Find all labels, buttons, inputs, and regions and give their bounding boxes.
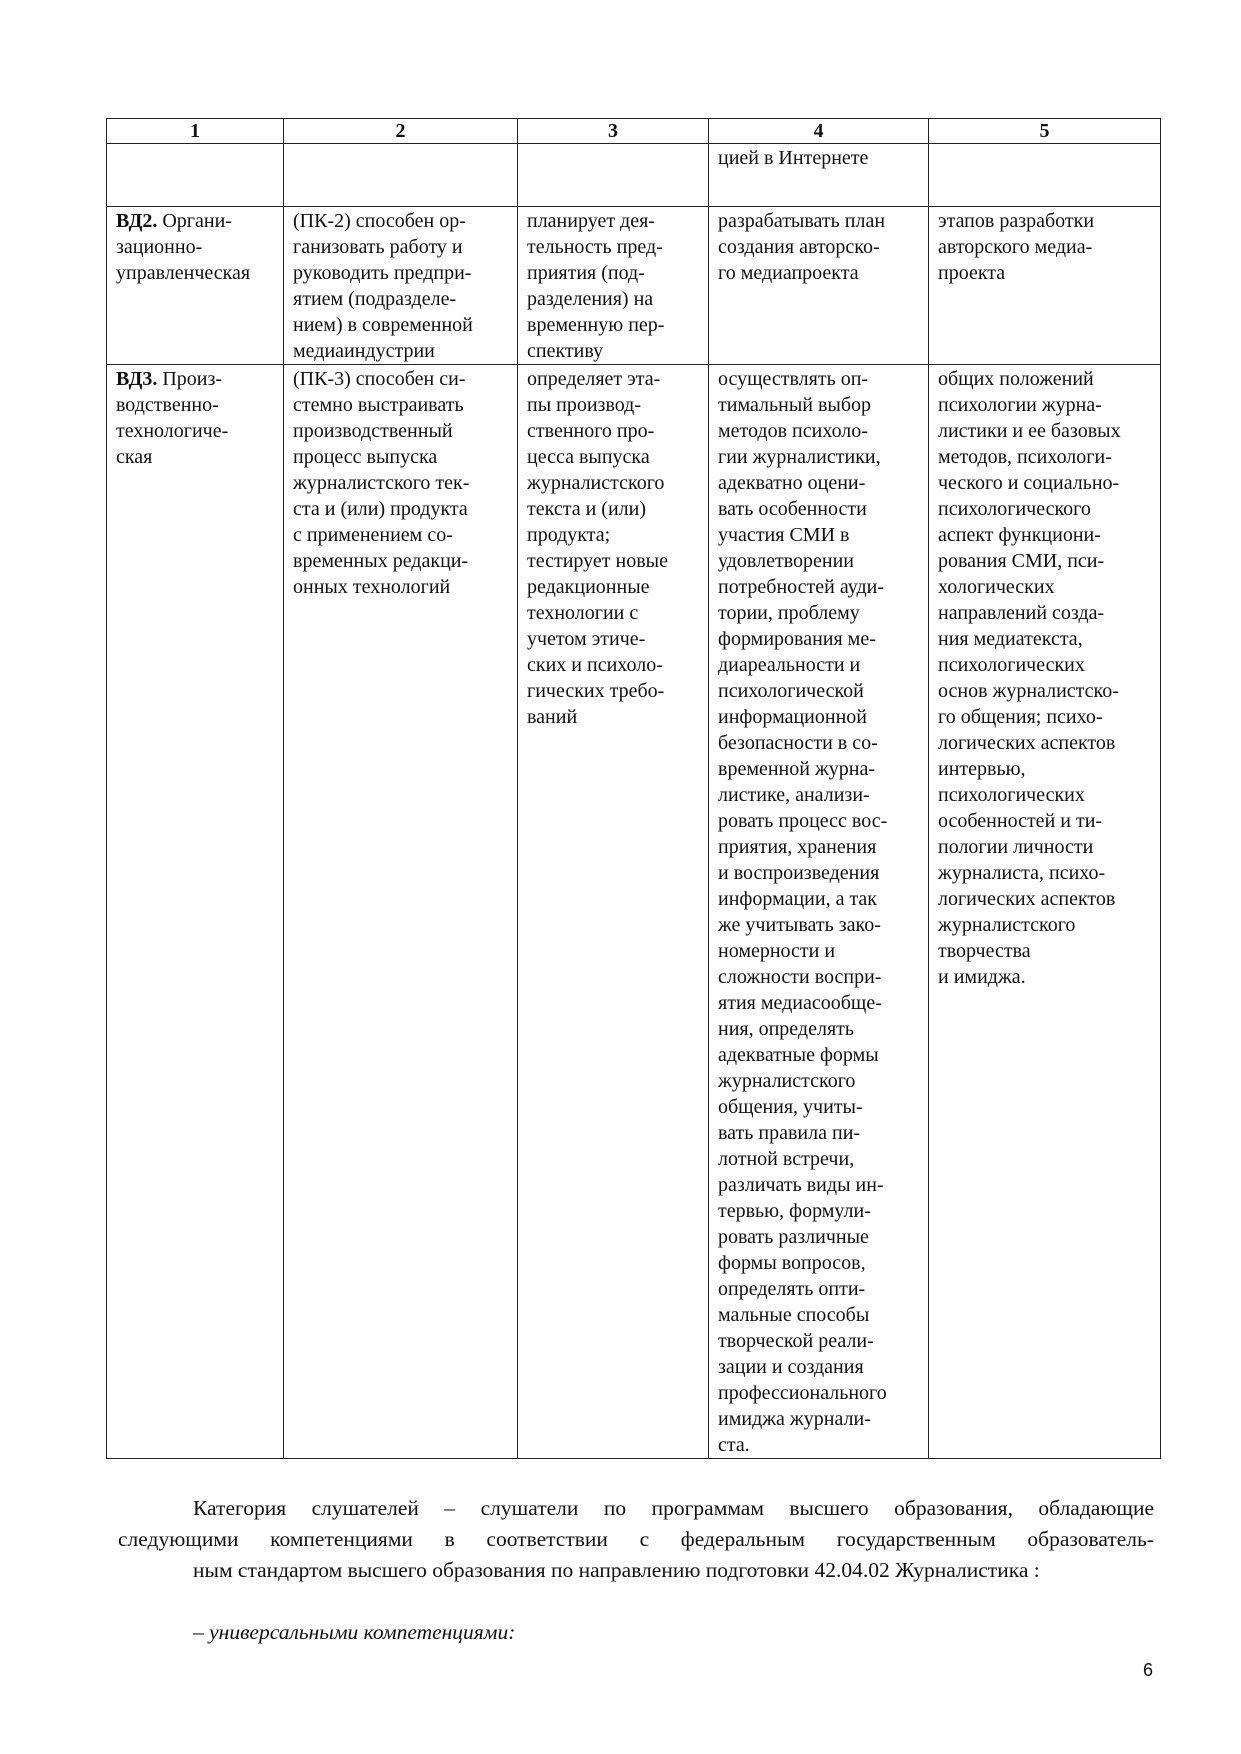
cell-line: хологических <box>938 576 1055 598</box>
cell-line: листике, анализи- <box>718 784 870 806</box>
paragraph-line: Категория слушателей – слушатели по программам высшего образования, обладающие <box>193 1496 1154 1520</box>
cell-line: психологического <box>938 498 1091 520</box>
knowledge-cell <box>929 365 1161 1459</box>
cell <box>284 144 518 207</box>
cell-line: гии журналистики, <box>718 446 881 468</box>
cell-line: творчества <box>938 940 1031 962</box>
page-number: 6 <box>1142 1660 1153 1680</box>
labor-function-cell <box>518 207 709 365</box>
skills-cell <box>709 365 929 1459</box>
cell-line: журналистского <box>938 914 1076 936</box>
cell-line: журналиста, психо- <box>938 862 1106 884</box>
cell-line: временную пер- <box>527 314 665 336</box>
cell-line: (ПК-2) способен ор- <box>293 210 466 232</box>
cell-line: творческой реали- <box>718 1330 874 1352</box>
cell-line: (ПК-3) способен си- <box>293 368 466 390</box>
cell-line: психологических <box>938 654 1085 676</box>
cell-line: номерности и <box>718 940 836 962</box>
cell-line: логических аспектов <box>938 732 1116 754</box>
cell-line: цесса выпуска <box>527 446 650 468</box>
cell-line: ятия медиасообще- <box>718 992 882 1014</box>
cell-line: интервью, <box>938 758 1026 780</box>
cell-line: методов психоло- <box>718 420 868 442</box>
cell-line: процесс выпуска <box>293 446 438 468</box>
cell-line: осуществлять оп- <box>718 368 869 390</box>
cell-line: проекта <box>938 262 1006 284</box>
cell-line: ния, определять <box>718 1018 855 1040</box>
cell-line: методов, психологи- <box>938 446 1112 468</box>
cell-line: технологиче- <box>116 420 229 442</box>
cell-line: ская <box>116 446 153 468</box>
cell-line: удовлетворении <box>718 550 854 572</box>
cell-line: потребностей ауди- <box>718 576 885 598</box>
col-header-1: 1 <box>107 119 284 144</box>
table-row <box>107 365 1161 1459</box>
activity-type-cell <box>107 365 284 1459</box>
cell-line: ста и (или) продукта <box>293 498 468 520</box>
cell-line: тимальный выбор <box>718 394 872 416</box>
cell <box>709 144 929 207</box>
activity-type-cell <box>107 207 284 365</box>
cell-line: логических аспектов <box>938 888 1116 910</box>
cell-line: ственного про- <box>527 420 655 442</box>
cell-line: ятием (подразделе- <box>293 288 457 310</box>
cell-line: психологических <box>938 784 1085 806</box>
cell-line: разрабатывать план <box>718 210 886 232</box>
cell-line: приятия, хранения <box>718 836 877 858</box>
cell-line: тервью, формули- <box>718 1200 871 1222</box>
cell-line: медиаиндустрии <box>293 340 435 362</box>
cell-line: формы вопросов, <box>718 1252 866 1274</box>
col-header-3: 3 <box>518 119 709 144</box>
cell-line: различать виды ин- <box>718 1174 884 1196</box>
cell-line: же учитывать зако- <box>718 914 881 936</box>
cell-line: редакционные <box>527 576 650 598</box>
cell <box>107 144 284 207</box>
header-row <box>107 119 1161 144</box>
cell-line: нием) в современной <box>293 314 473 336</box>
cell-line: спективу <box>527 340 604 362</box>
cell-line <box>116 208 275 234</box>
cell-line: планирует дея- <box>527 210 655 232</box>
competency-table <box>106 118 1161 1459</box>
cell-line: го общения; психо- <box>938 706 1103 728</box>
cell-line: психологии журна- <box>938 394 1102 416</box>
cell-line: тории, проблему <box>718 602 860 624</box>
cell-line: продукта; <box>527 524 611 546</box>
cell-line: журналистского <box>527 472 665 494</box>
cell-line: журналистского тек- <box>293 472 470 494</box>
cell-line: этапов разработки <box>938 210 1095 232</box>
cell-line: гических требо- <box>527 680 665 702</box>
cell-line: ганизовать работу и <box>293 236 463 258</box>
cell-line: сложности воспри- <box>718 966 882 988</box>
table-row <box>107 144 1161 207</box>
cell-line: листики и ее базовых <box>938 420 1121 442</box>
cell-line: временных редакци- <box>293 550 469 572</box>
cell-line: профессионального <box>718 1382 887 1404</box>
cell-line: лотной встречи, <box>718 1148 855 1170</box>
skills-cell <box>709 207 929 365</box>
cell-line: мальные способы <box>718 1304 870 1326</box>
cell-line: онных технологий <box>293 576 451 598</box>
cell-line: общих положений <box>938 368 1094 390</box>
col-header-2: 2 <box>284 119 518 144</box>
table-row <box>107 207 1161 365</box>
cell-line: приятия (под- <box>527 262 645 284</box>
cell-line: диареальности и <box>718 654 861 676</box>
cell-line: пологии личности <box>938 836 1094 858</box>
cell-line: технологии с <box>527 602 639 624</box>
cell-line: вать правила пи- <box>718 1122 861 1144</box>
cell-line: руководить предпри- <box>293 262 472 284</box>
competency-cell <box>284 207 518 365</box>
labor-function-cell <box>518 365 709 1459</box>
cell-line: информационной <box>718 706 867 728</box>
cell-line: водственно- <box>116 394 219 416</box>
cell-line: временной журна- <box>718 758 876 780</box>
cell-line: определять опти- <box>718 1278 866 1300</box>
col-header-5: 5 <box>929 119 1161 144</box>
cell-line: и воспроизведения <box>718 862 880 884</box>
cell-line: и имиджа. <box>938 966 1026 988</box>
activity-code: ВД3. <box>116 368 158 390</box>
cell-line: зационно- <box>116 236 203 258</box>
cell-line: производственный <box>293 420 453 442</box>
cell-line: зации и создания <box>718 1356 864 1378</box>
cell-line: особенностей и ти- <box>938 810 1103 832</box>
cell-line: го медиапроекта <box>718 262 859 284</box>
cell-line: рования СМИ, пси- <box>938 550 1105 572</box>
cell-line: направлений созда- <box>938 602 1105 624</box>
knowledge-cell <box>929 207 1161 365</box>
cell-line: тестирует новые <box>527 550 668 572</box>
cell-line: учетом этиче- <box>527 628 646 650</box>
cell-line: аспект функциони- <box>938 524 1101 546</box>
cell-line: ровать различные <box>718 1226 869 1248</box>
cell-line: авторского медиа- <box>938 236 1093 258</box>
cell-line: ческого и социально- <box>938 472 1120 494</box>
activity-code: ВД2. <box>116 210 158 232</box>
cell-line: безопасности в со- <box>718 732 878 754</box>
cell-line: ваний <box>527 706 578 728</box>
cell-line: имиджа журнали- <box>718 1408 871 1430</box>
competency-cell <box>284 365 518 1459</box>
cell-line: адекватно оцени- <box>718 472 866 494</box>
cell-line: текста и (или) <box>527 498 646 520</box>
cell-line: определяет эта- <box>527 368 661 390</box>
cell-line: основ журналистско- <box>938 680 1119 702</box>
cell-line: адекватные формы <box>718 1044 879 1066</box>
cell-line: создания авторско- <box>718 236 880 258</box>
activity-name: Органи- <box>157 210 232 232</box>
cell-line: с применением со- <box>293 524 453 546</box>
cell-line: общения, учиты- <box>718 1096 863 1118</box>
cell <box>929 144 1161 207</box>
cell-line: журналистского <box>718 1070 856 1092</box>
subheading: – универсальными компетенциями: <box>193 1620 516 1644</box>
cell-line: тельность пред- <box>527 236 663 258</box>
cell-line: участия СМИ в <box>718 524 850 546</box>
cell-line: пы производ- <box>527 394 642 416</box>
cell-line: формирования ме- <box>718 628 876 650</box>
cell-line: управленческая <box>116 262 251 284</box>
paragraph-line: ным стандартом высшего образования по направлению подготовки 42.04.02 Журналистика : <box>193 1558 1040 1582</box>
cell <box>518 144 709 207</box>
cell-line: ских и психоло- <box>527 654 663 676</box>
paragraph-line: следующими компетенциями в соответствии с федеральным государственным образователь- <box>118 1527 1154 1551</box>
activity-name: Произ- <box>157 368 223 390</box>
cell-line: стемно выстраивать <box>293 394 464 416</box>
cell-line: информации, а так <box>718 888 878 910</box>
cell-line: цией в Интернете <box>718 147 869 169</box>
cell-line: разделения) на <box>527 288 654 310</box>
col-header-4: 4 <box>709 119 929 144</box>
cell-line: ния медиатекста, <box>938 628 1083 650</box>
cell-line: вать особенности <box>718 498 867 520</box>
audience-paragraph <box>118 1493 1154 1586</box>
cell-line: ста. <box>718 1434 750 1456</box>
cell-line: ровать процесс вос- <box>718 810 888 832</box>
cell-line: психологической <box>718 680 864 702</box>
cell-line <box>116 366 275 392</box>
